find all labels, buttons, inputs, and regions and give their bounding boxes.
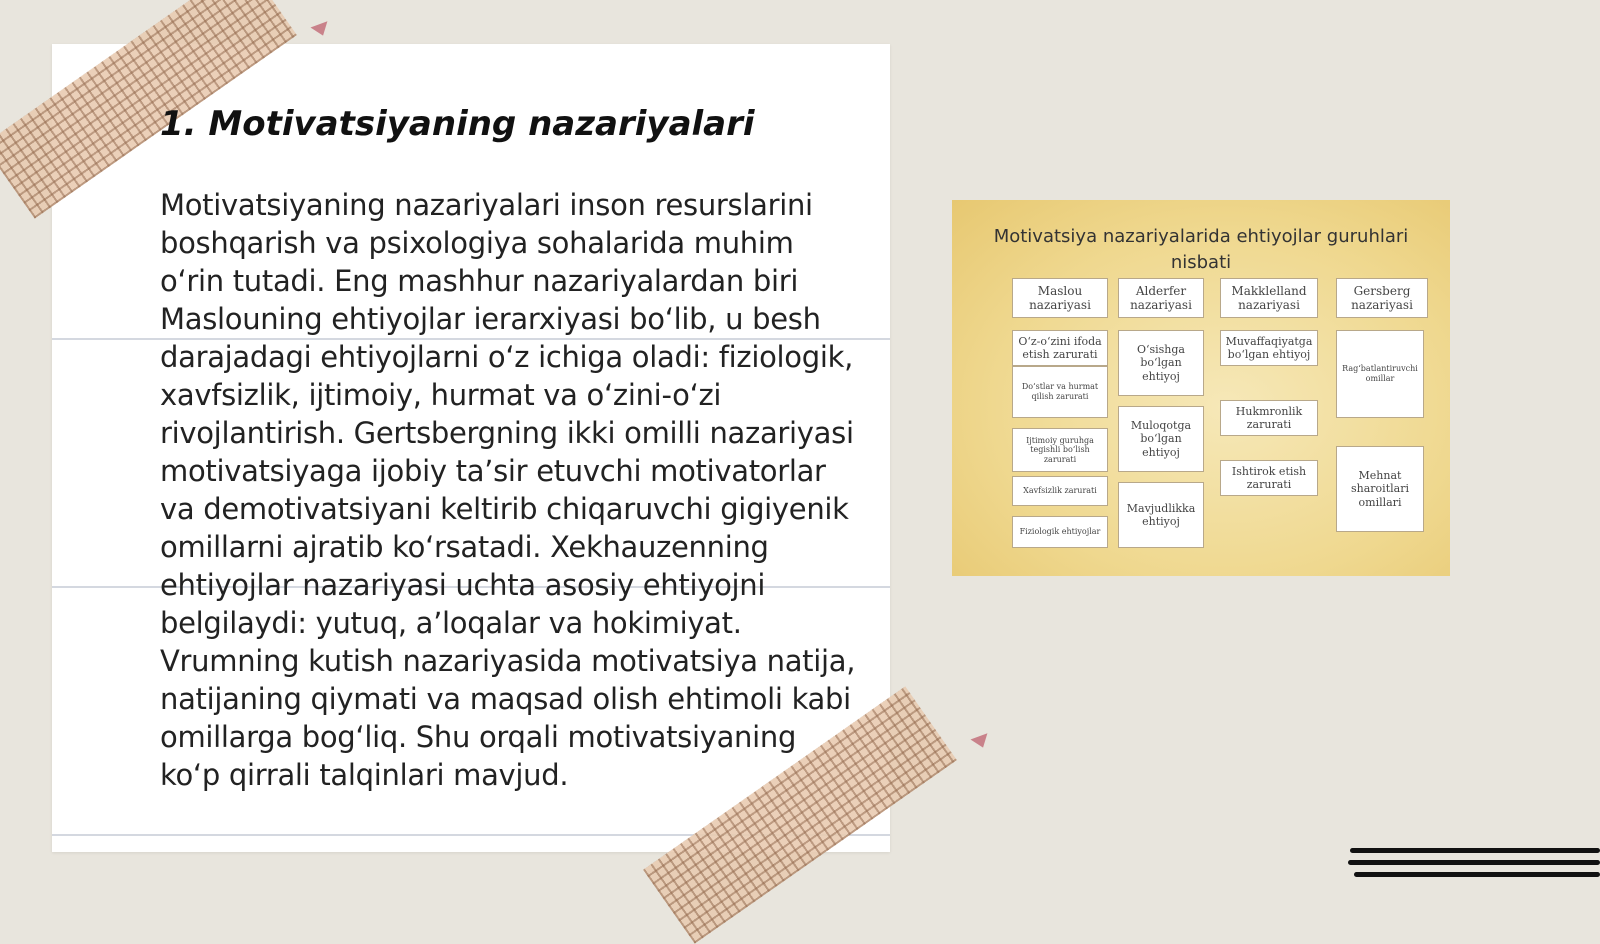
column-header-maslou: Maslou nazariyasi <box>1012 278 1108 318</box>
maslou-item: Xavfsizlik zarurati <box>1012 476 1108 506</box>
alderfer-item: Mavjudlikka ehtiyoj <box>1118 482 1204 548</box>
gersberg-item: Mehnat sharoitlari omillari <box>1336 446 1424 532</box>
slide-title: 1. Motivatsiyaning nazariyalari <box>160 104 755 144</box>
slide-paragraph: Motivatsiyaning nazariyalari inson resurslarini boshqarish va psixologiya sohalarida muhim o‘rin tutadi. Eng mashhur nazariyalardan biri Maslouning ehtiyojlar ierarxiyasi bo‘lib, u besh darajadagi ehtiyojlarni o‘z ichiga oladi: fiziologik, xavfsizlik, ijtimoiy, hurmat va o‘zini-o‘zi rivojlantirish. Gertsbergning ikki omilli nazariyasi motivatsiyaga ijobiy ta’sir etuvchi motivatorlar va demotivatsiyani keltirib chiqaruvchi gigiyenik omillarni ajratib ko‘rsatadi. Xekhauzenning ehtiyojlar nazariyasi uchta asosiy ehtiyojni belgilaydi: yutuq, a’loqalar va hokimiyat. Vrumning kutish nazariyasida motivatsiya natija, natijaning qiymati va maqsad olish ehtimoli kabi omillarga bog‘liq. Shu orqali motivatsiyaning ko‘p qirrali talqinlari mavjud. <box>160 188 856 792</box>
brush-stroke <box>1354 872 1600 877</box>
maslou-item: O‘z-o‘zini ifoda etish zarurati <box>1012 330 1108 366</box>
pin-bottom-icon <box>970 733 991 750</box>
alderfer-item: Muloqotga bo‘lgan ehtiyoj <box>1118 406 1204 472</box>
gersberg-item: Rag‘batlantiruvchi omillar <box>1336 330 1424 418</box>
makklelland-item: Ishtirok etish zarurati <box>1220 460 1318 496</box>
maslou-item: Ijtimoiy guruhga tegishli bo‘lish zarurati <box>1012 428 1108 472</box>
pin-top-icon <box>310 21 331 38</box>
brush-stroke <box>1348 860 1600 865</box>
needs-groups-diagram <box>952 200 1450 576</box>
column-header-alderfer: Alderfer nazariyasi <box>1118 278 1204 318</box>
maslou-item: Fiziologik ehtiyojlar <box>1012 516 1108 548</box>
diagram-title: Motivatsiya nazariyalarida ehtiyojlar guruhlari nisbati <box>993 226 1409 273</box>
maslou-item: Do‘stlar va hurmat qilish zarurati <box>1012 366 1108 418</box>
makklelland-item: Hukmronlik zarurati <box>1220 400 1318 436</box>
decorative-brush-strokes <box>1350 848 1600 888</box>
makklelland-item: Muvaffaqiyatga bo‘lgan ehtiyoj <box>1220 330 1318 366</box>
column-header-makklelland: Makklelland nazariyasi <box>1220 278 1318 318</box>
column-header-gersberg: Gersberg nazariyasi <box>1336 278 1428 318</box>
brush-stroke <box>1350 848 1600 853</box>
alderfer-item: O‘sishga bo‘lgan ehtiyoj <box>1118 330 1204 396</box>
